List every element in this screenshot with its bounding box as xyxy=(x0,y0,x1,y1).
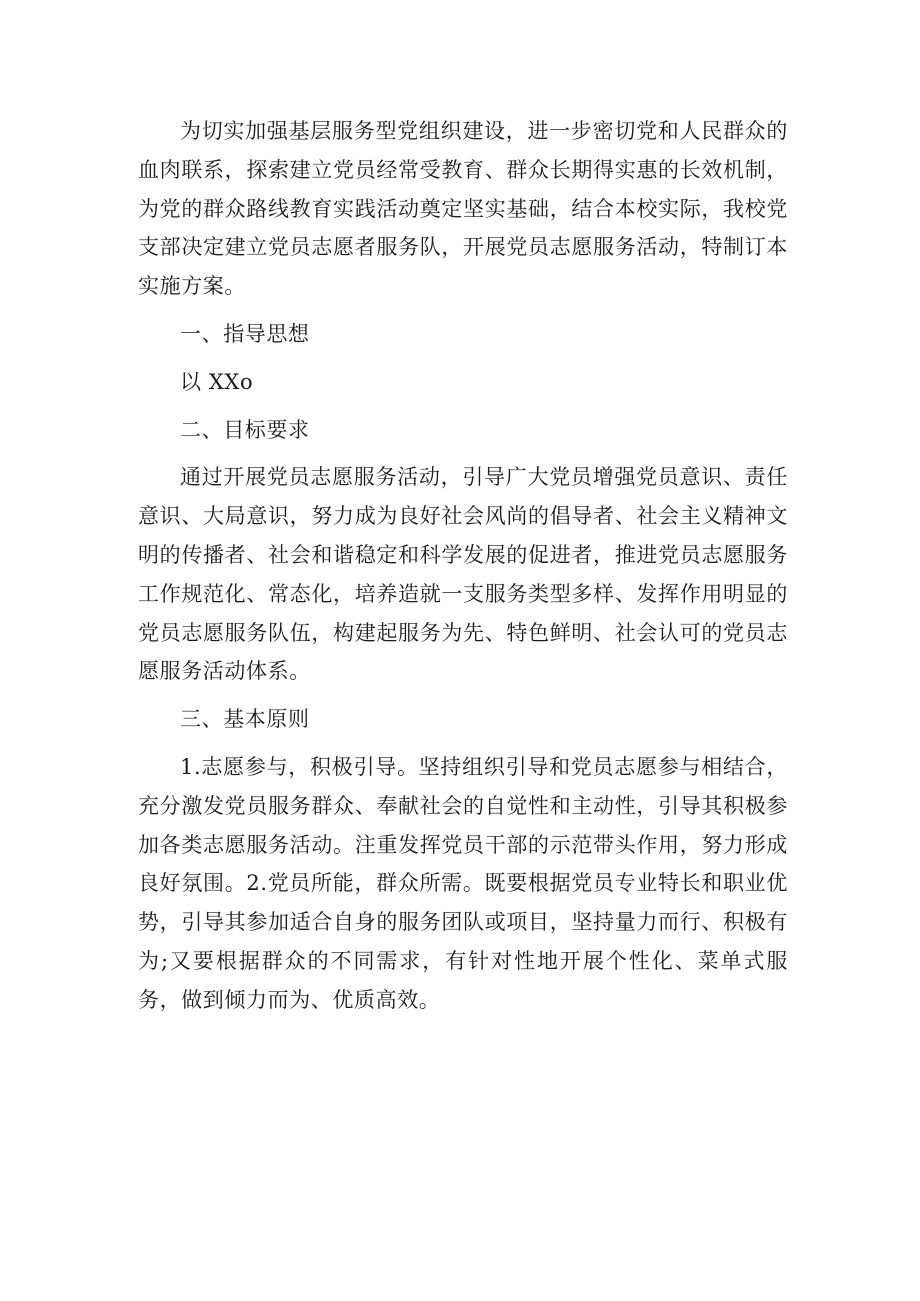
section-heading-objectives: 二、目标要求 xyxy=(180,417,310,442)
section-heading-guiding-ideology: 一、指导思想 xyxy=(180,321,310,346)
basic-principles-paragraph: 1.志愿参与，积极引导。坚持组织引导和党员志愿参与相结合，充分激发党员服务群众、奉献社会的自觉性和主动性，引导其积极参加各类志愿服务活动。注重发挥党员干部的示范带头作用，努力形成良好氛围。2.党员所能，群众所需。既要根据党员专业特长和职业优势，引导其参加适合自身的服务团队或项目，坚持量力而行、积极有为;又要根据群众的不同需求，有针对性地开展个性化、菜单式服务，做到倾力而为、优质高效。 xyxy=(138,754,788,1012)
objectives-paragraph: 通过开展党员志愿服务活动，引导广大党员增强党员意识、责任意识、大局意识，努力成为良好社会风尚的倡导者、社会主义精神文明的传播者、社会和谐稳定和科学发展的促进者，推进党员志愿服务工作规范化、常态化，培养造就一支服务类型多样、发挥作用明显的党员志愿服务队伍，构建起服务为先、特色鲜明、社会认可的党员志愿服务活动体系。 xyxy=(138,465,788,684)
guiding-ideology-paragraph: 以 XXo xyxy=(180,369,254,394)
section-heading-basic-principles: 三、基本原则 xyxy=(180,707,310,732)
document-body xyxy=(138,112,788,1029)
intro-paragraph: 为切实加强基层服务型党组织建设，进一步密切党和人民群众的血肉联系，探索建立党员经常受教育、群众长期得实惠的长效机制，为党的群众路线教育实践活动奠定坚实基础，结合本校实际，我校党支部决定建立党员志愿者服务队，开展党员志愿服务活动，特制订本实施方案。 xyxy=(138,119,788,299)
